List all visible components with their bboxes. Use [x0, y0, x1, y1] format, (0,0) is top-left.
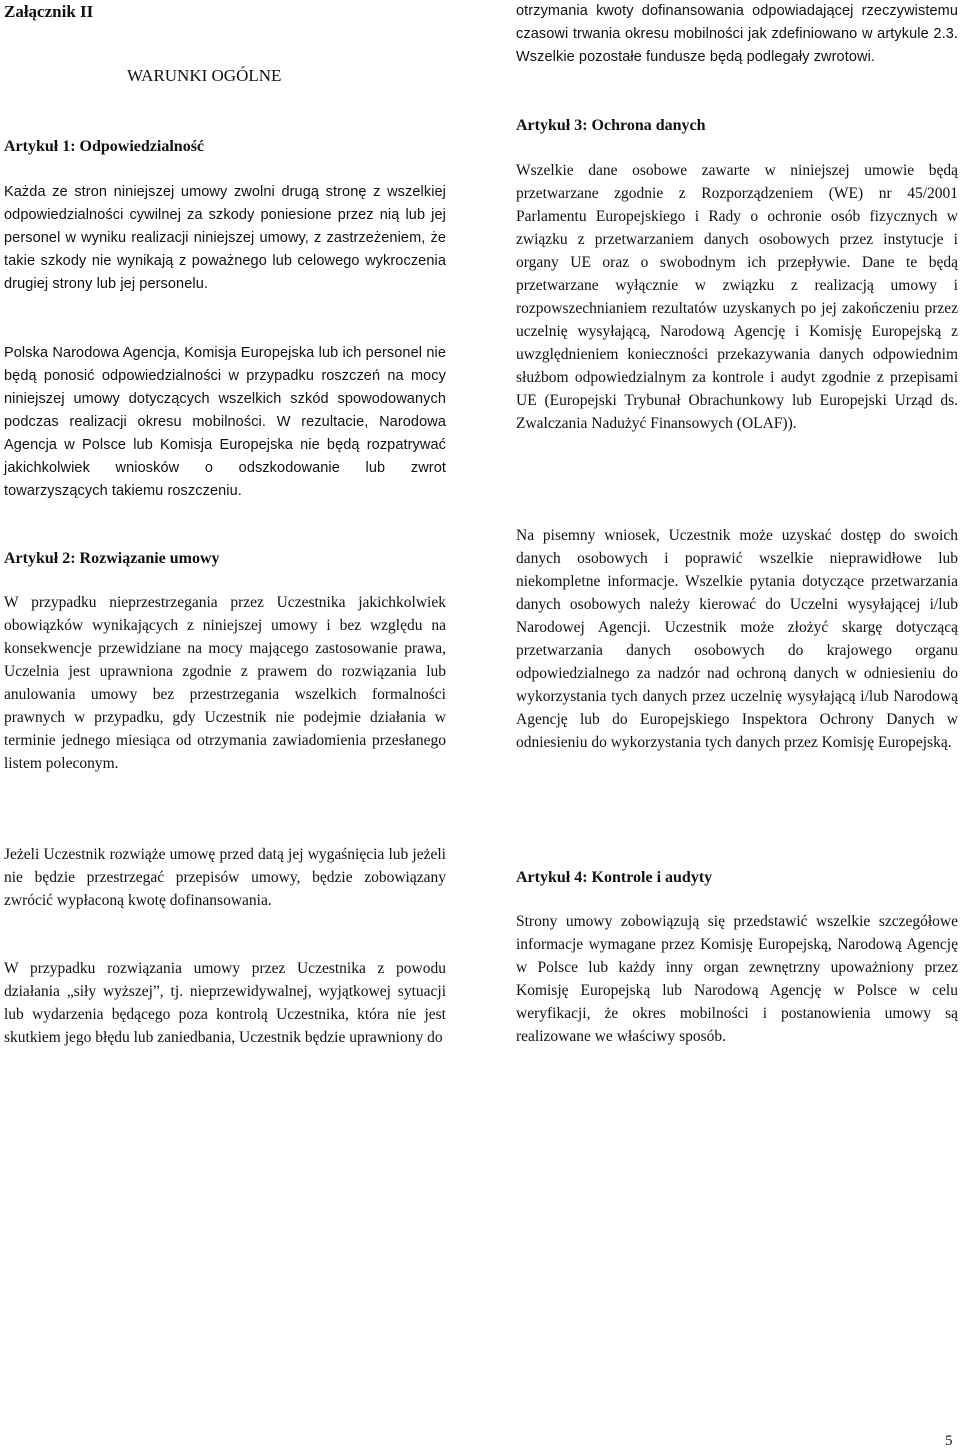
article-2-paragraph-3: W przypadku rozwiązania umowy przez Uczestnika z powodu działania „siły wyższej”, tj. nieprzewidywalnej, wyjątkowej sytuacji lub wydarzenia będącego poza kontrolą Uczestnika, która nie jest skutkiem jego błędu lub zaniedbania, Uczestnik będzie uprawniony do: [4, 960, 446, 1046]
article-3-paragraph-1: Wszelkie dane osobowe zawarte w niniejszej umowie będą przetwarzane zgodnie z Rozporządzeniem (WE) nr 45/2001 Parlamentu Europejskiego i Rady o ochronie osób fizycznych w związku z przetwarzaniem danych osobowych przez instytucje i organy UE oraz o swobodnym ich przepływie. Dane te będą przetwarzane wyłącznie w związku z realizacją umowy i rozpowszechnianiem rezultatów uzyskanych po jej zakończeniu przez uczelnię wysyłającą, Narodową Agencję i Komisję Europejską z uwzględnieniem konieczności przekazywania danych odpowiednim służbom odpowiedzialnym za kontrole i audyt zgodnie z przepisami UE (Europejski Trybunał Obrachunkowy lub Europejski Urząd ds. Zwalczania Nadużyć Finansowych (OLAF)).: [516, 162, 958, 432]
article-2-paragraph-1: W przypadku nieprzestrzegania przez Uczestnika jakichkolwiek obowiązków wynikających z niniejszej umowy i bez względu na konsekwencje przewidziane na mocy mającego zastosowanie prawa, Uczelnia jest uprawniona zgodnie z prawem do rozwiązania lub anulowania umowy bez przestrzegania wszelkich formalności prawnych w przypadku, gdy Uczestnik nie podejmie działania w terminie jednego miesiąca od otrzymania zawiadomienia przesłanego listem poleconym.: [4, 594, 446, 772]
article-3-heading: Artykuł 3: Ochrona danych: [516, 117, 706, 134]
article-1-paragraph-1: Każda ze stron niniejszej umowy zwolni drugą stronę z wszelkiej odpowiedzialności cywilnej za szkody poniesione przez nią lub jej personel w wyniku realizacji niniejszej umowy, z zastrzeżeniem, że takie szkody nie wynikają z poważnego lub celowego wykroczenia drugiej strony lub jej personelu.: [4, 184, 446, 292]
article-2-paragraph-2: Jeżeli Uczestnik rozwiąże umowę przed datą jej wygaśnięcia lub jeżeli nie będzie przestrzegać przepisów umowy, będzie zobowiązany zwrócić wypłaconą kwotę dofinansowania.: [4, 846, 446, 909]
article-4-paragraph-1: Strony umowy zobowiązują się przedstawić wszelkie szczegółowe informacje wymagane przez Komisję Europejską, Narodową Agencję w Polsce lub każdy inny organ zewnętrzny upoważniony przez Komisję Europejską lub Narodową Agencję w Polsce w celu weryfikacji, że okres mobilności i postanowienia umowy są realizowane we właściwy sposób.: [516, 913, 958, 1045]
article-4-heading: Artykuł 4: Kontrole i audyty: [516, 869, 713, 886]
article-2-continuation: otrzymania kwoty dofinansowania odpowiadającej rzeczywistemu czasowi trwania okresu mobilności jak zdefiniowano w artykule 2.3. Wszelkie pozostałe fundusze będą podlegały zwrotowi.: [516, 3, 958, 65]
page-number: 5: [945, 1433, 953, 1449]
article-1-heading: Artykuł 1: Odpowiedzialność: [4, 138, 205, 155]
article-1-paragraph-2: Polska Narodowa Agencja, Komisja Europejska lub ich personel nie będą ponosić odpowiedzialności w przypadku roszczeń na mocy niniejszej umowy dotyczących wszelkich szkód spowodowanych podczas realizacji okresu mobilności. W rezultacie, Narodowa Agencja w Polsce lub Komisja Europejska nie będą rozpatrywać jakichkolwiek wniosków o odszkodowanie lub zwrot towarzyszących takiemu roszczeniu.: [4, 345, 446, 499]
document-title: WARUNKI OGÓLNE: [127, 66, 282, 85]
article-3-paragraph-2: Na pisemny wniosek, Uczestnik może uzyskać dostęp do swoich danych osobowych i poprawić wszelkie nieprawidłowe lub niekompletne informacje. Wszelkie pytania dotyczące przetwarzania danych osobowych należy kierować do Uczelni wysyłającej i/lub Narodowej Agencji. Uczestnik może złożyć skargę dotyczącą przetwarzania danych osobowych do krajowego organu odpowiedzialnego za nadzór nad ochroną danych w odniesieniu do wykorzystania tych danych przez uczelnię wysyłającą i/lub Narodową Agencję lub do Europejskiego Inspektora Ochrony Danych w odniesieniu do wykorzystania tych danych przez Komisję Europejską.: [516, 527, 958, 751]
article-2-heading: Artykuł 2: Rozwiązanie umowy: [4, 550, 220, 567]
annex-label: Załącznik II: [4, 2, 94, 21]
